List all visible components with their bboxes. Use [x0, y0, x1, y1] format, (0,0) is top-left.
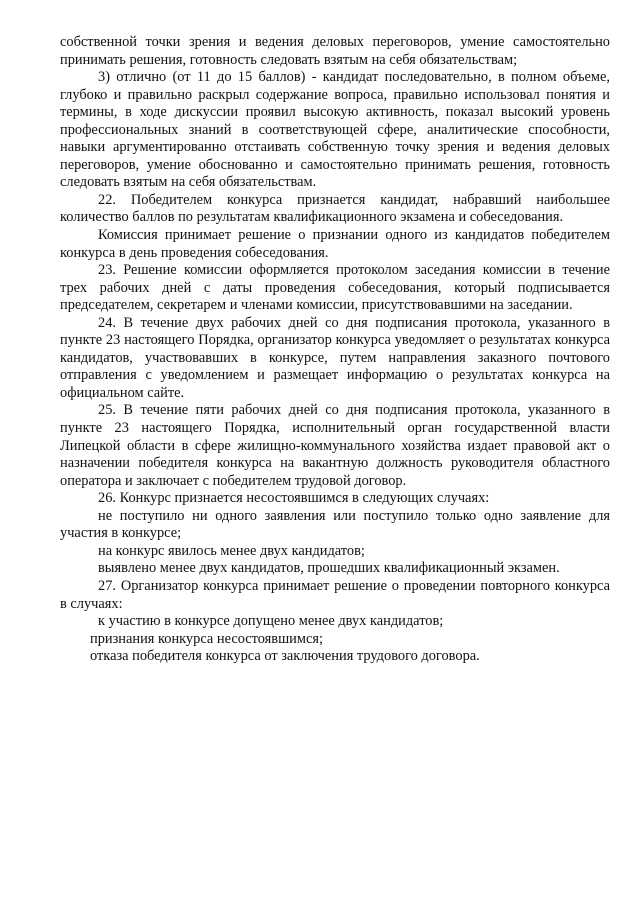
paragraph-clause-26-case-3: выявлено менее двух кандидатов, прошедших квалификационный экзамен. — [98, 560, 560, 577]
paragraph-clause-25: 25. В течение пяти рабочих дней со дня подписания протокола, указанного в пункте 23 настоящего Порядка, исполнительный орган государственной власти Липецкой области в сфере жилищно-коммунального хозяйства издает правовой акт о назначении победителя конкурса на вакантную должность руководителя областного оператора и заключает с победителем трудовой договор. — [60, 402, 610, 489]
paragraph-clause-27: 27. Организатор конкурса принимает решение о проведении повторного конкурса в случаях: — [60, 577, 610, 612]
paragraph-clause-24: 24. В течение двух рабочих дней со дня подписания протокола, указанного в пункте 23 настоящего Порядка, организатор конкурса уведомляет о результатах конкурса кандидатов, участвовавших в конкурсе, путем направления заказного почтового отправления с уведомлением и размещает информацию о результатах конкурса на официальном сайте. — [60, 314, 610, 401]
paragraph-clause-26: 26. Конкурс признается несостоявшимся в следующих случаях: — [98, 490, 490, 507]
paragraph-clause-26-case-2: на конкурс явилось менее двух кандидатов; — [98, 542, 365, 559]
paragraph-continuation: собственной точки зрения и ведения деловых переговоров, умение самостоятельно принимать решения, готовность следовать взятым на себя обязательствам; — [60, 34, 610, 68]
paragraph-clause-22-decision: Комиссия принимает решение о признании одного из кандидатов победителем конкурса в день проведения собеседования. — [60, 227, 610, 261]
paragraph-clause-23: 23. Решение комиссии оформляется протоколом заседания комиссии в течение трех рабочих дней с даты проведения собеседования, который подписывается председателем, секретарем и членами комиссии, присутствовавшими на заседании. — [60, 262, 610, 314]
list-item-clause-27-case-3: отказа победителя конкурса от заключения трудового договора. — [90, 648, 480, 665]
paragraph-clause-26-case-1: не поступило ни одного заявления или поступило только одно заявление для участия в конкурсе; — [60, 507, 610, 542]
list-item-clause-27-case-2: признания конкурса несостоявшимся; — [90, 630, 323, 647]
list-item-clause-27-case-1: к участию в конкурсе допущено менее двух кандидатов; — [98, 613, 444, 630]
paragraph-grade-excellent: 3) отлично (от 11 до 15 баллов) - кандидат последовательно, в полном объеме, глубоко и правильно раскрыл содержание вопроса, правильно использовал понятия и термины, в ходе дискуссии проявил высокую активность, показал высокий уровень профессиональных знаний в соответствующей сфере, аналитические способности, навыки аргументированно отстаивать собственную точку зрения и ведения деловых переговоров, умение обоснованно и самостоятельно принимать решения, готовность следовать взятым на себя обязательствам. — [60, 69, 610, 191]
paragraph-clause-22: 22. Победителем конкурса признается кандидат, набравший наибольшее количество баллов по результатам квалификационного экзамена и собеседования. — [60, 191, 610, 226]
document-page — [60, 34, 610, 666]
